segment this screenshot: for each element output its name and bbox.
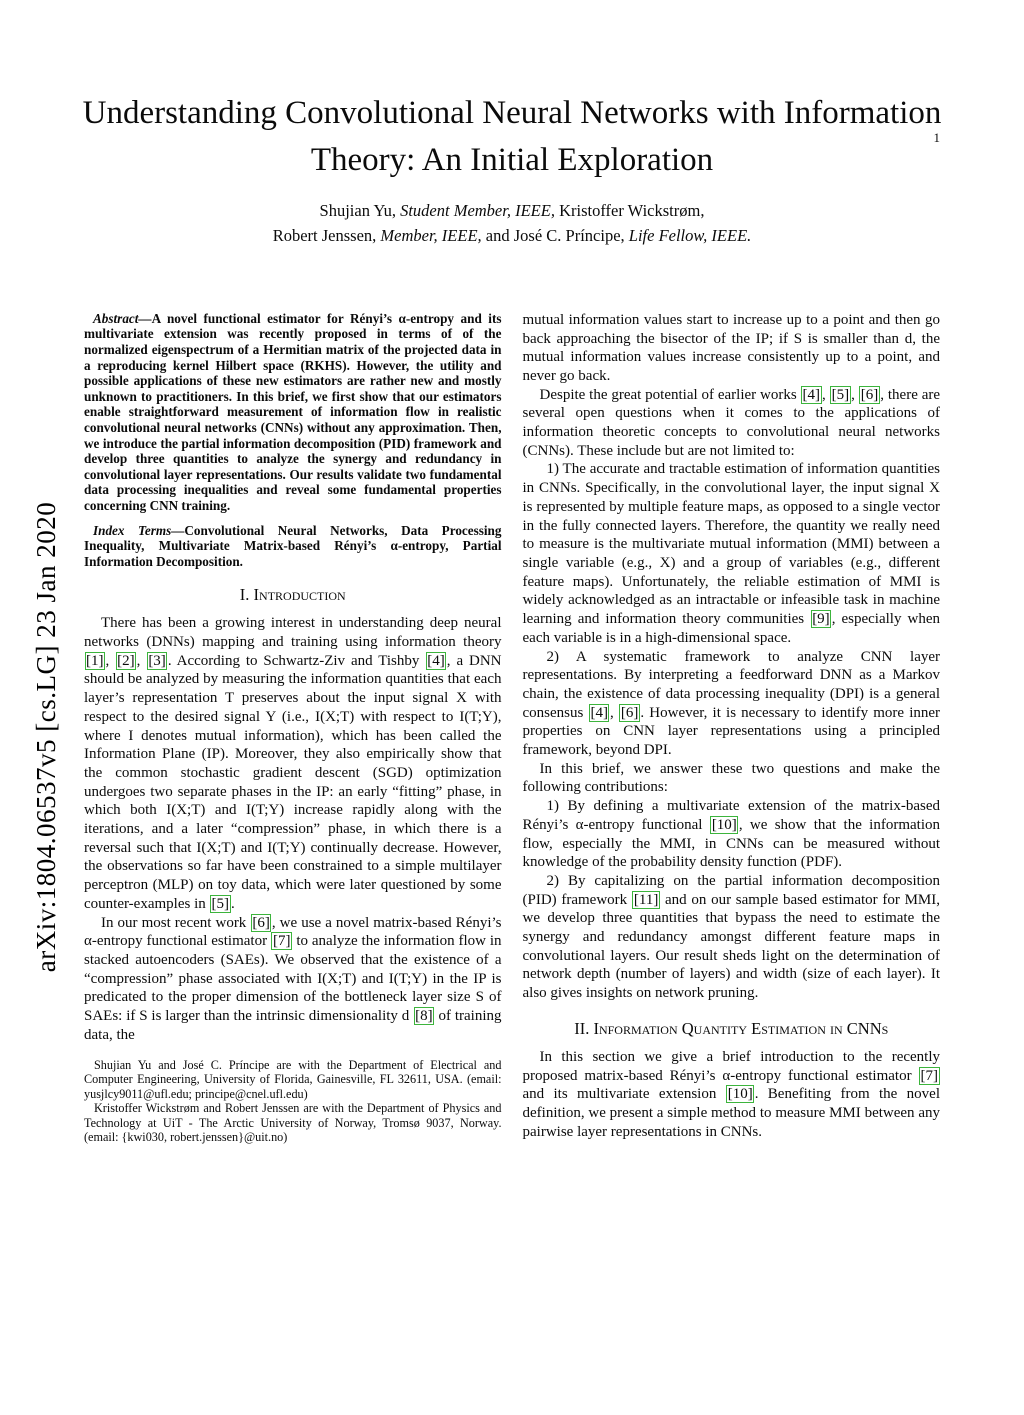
citation-link[interactable]: [8]	[415, 1008, 433, 1025]
index-terms-label: Index Terms—	[93, 522, 185, 538]
arxiv-watermark: arXiv:1804.06537v5 [cs.LG] 23 Jan 2020	[31, 501, 61, 973]
citation-link[interactable]: [6]	[860, 386, 879, 403]
question-item-1: 1) The accurate and tractable estimation of information quantities in CNNs. Specifically, in the convolutional layer, the input signal X is represented by multiple feature maps, as opposed to a single vector in the fully connected layers. Therefore, the quantity we really need to measure is the multivariate mutual information (MMI) between a single variable (e.g., X) and a group of variables (e.g., different feature maps). Unfortunately, the reliable estimation of MMI is widely acknowledged as an intractable or infeasible task in machine learning and information theory communities [9] , especially when each variable is in a high-dimensional space.	[522, 461, 940, 646]
abstract-text: A novel functional estimator for Rényi’s α-entropy and its multivariate extension was recently proposed in terms of of the normalized eigenspectrum of a Hermitian matrix of the projected data in a reproducing kernel Hilbert space (RKHS). However, the utility and possible applications of these new estimators are rather new and mostly unknown to practitioners. In this brief, we first show that our estimators enable straightforward measurement of information flow in realistic convolutional neural networks (CNNs) without any approximation. Then, we introduce the partial information decomposition (PID) framework and develop three quantities to analyze the synergy and redundancy in convolutional layer representations. Our results validate two fundamental data processing inequalities and reveal some fundamental properties concerning CNN training.	[84, 310, 502, 513]
authors-line-1	[0, 198, 1024, 224]
authors-line-2	[0, 223, 1024, 249]
author-affiliation-footnote	[84, 1058, 502, 1146]
author-name: and José C. Príncipe,	[481, 226, 629, 246]
contribution-item-2: 2) By capitalizing on the partial information decomposition (PID) framework [11] and on our sample based estimator for MMI, we develop three quantities that bypass the need to estimate the synergy and redundancy amongst different feature maps in convolutional layers. Our result sheds light on the determination of network depth (number of layers) and width (size of each layer). It also gives insights on network pruning.	[522, 872, 940, 1002]
paper-title: Understanding Convolutional Neural Networks with Information Theory: An Initial Exploration	[82, 95, 942, 178]
section-heading-information-quantity: II. Information Quantity Estimation in CNNs	[574, 1018, 889, 1038]
page-number: 1	[933, 130, 940, 145]
contributions-intro-paragraph: In this brief, we answer these two questions and make the following contributions:	[522, 760, 940, 796]
citation-link[interactable]: [6]	[252, 914, 270, 931]
index-terms-text: Convolutional Neural Networks, Data Processing Inequality, Multivariate Matrix-based Rényi’s α-entropy, Partial Information Decomposition.	[84, 522, 502, 569]
citation-link[interactable]: [5]	[831, 386, 850, 403]
abstract	[84, 311, 502, 514]
author-membership: Life Fellow, IEEE.	[628, 226, 752, 246]
question-item-2: 2) A systematic framework to analyze CNN layer representations. By interpreting a feedforward DNN as a Markov chain, the existence of data processing inequality (DPI) is a general consensus [4] , [6] . However, it is necessary to identify more inner properties on CNN layer representations using a principled framework, beyond DPI.	[522, 648, 941, 759]
citation-link[interactable]: [2]	[117, 652, 135, 669]
open-questions-paragraph: Despite the great potential of earlier works [4] , [5] , [6] , there are several open questions when it comes to the applications of information theoretic concepts to convolutional neural networks (CNNs). These include but are not limited to:	[522, 386, 941, 459]
abstract-label: Abstract—	[93, 310, 152, 326]
author-name: Kristoffer Wickstrøm,	[554, 200, 705, 220]
citation-link[interactable]: [11]	[633, 891, 659, 908]
left-column	[84, 311, 502, 1145]
index-terms	[84, 523, 502, 570]
citation-link[interactable]: [10]	[727, 1086, 753, 1103]
author-name: Robert Jenssen,	[272, 226, 381, 246]
right-column	[523, 311, 941, 1145]
citation-link[interactable]: [1]	[86, 652, 104, 669]
citation-link[interactable]: [10]	[711, 816, 737, 833]
author-membership: Member, IEEE,	[380, 226, 482, 246]
citation-link[interactable]: [4]	[590, 704, 608, 721]
citation-link[interactable]: [4]	[427, 652, 445, 669]
intro-paragraph-2: In our most recent work [6] , we use a novel matrix-based Rényi’s α-entropy functional estimator [7] to analyze the information flow in stacked autoencoders (SAEs). We observed that the existence of a “compression” phase associated with I(X;T) and I(T;Y) in the IP is predicated to the proper dimension of the bottleneck layer size S of SAEs: if S is larger than the intrinsic dimensionality d [8] of training data, the	[84, 914, 502, 1043]
citation-link[interactable]: [9]	[812, 611, 830, 628]
section-heading-introduction: I. Introduction	[239, 585, 346, 605]
citation-link[interactable]: [7]	[920, 1067, 938, 1084]
authors-block	[0, 198, 1024, 249]
citation-link[interactable]: [5]	[211, 895, 229, 912]
continuation-paragraph: mutual information values start to increase up to a point and then go back approaching the bisector of the IP; if S is smaller than d, the mutual information values increase consistently up to a point, and never go back.	[522, 311, 940, 384]
citation-link[interactable]: [7]	[272, 933, 291, 950]
paper-page	[0, 90, 1024, 1415]
author-name: Shujian Yu,	[319, 200, 401, 220]
intro-paragraph-1: There has been a growing interest in understanding deep neural networks (DNNs) mapping and training using information theory [1] , [2] , [3] . According to Schwartz-Ziv and Tishby [4] , a DNN should be analyzed by measuring the information quantities that each layer’s representation T preserves about the input signal X with respect to the desired signal Y (i.e., I(X;T) with respect to I(T;Y), where I denotes mutual information), which has been called the Information Plane (IP). Moreover, they also empirically show that the common stochastic gradient descent (SGD) optimization undergoes two separate phases in the IP: an early “fitting” phase, in which both I(X;T) and I(T;Y) increase rapidly along with the iterations, and a later “compression” phase, in which there is a reversal such that I(X;T) and I(T;Y) continually decrease. However, the observations so far have been constrained to a simple multilayer perceptron (MLP) on toy data, which were later questioned by some counter-examples in [5] .	[84, 615, 502, 912]
footnote-paragraph-2: Kristoffer Wickstrøm and Robert Jenssen are with the Department of Physics and Technology at UiT - The Arctic University of Norway, Tromsø 9037, Norway. (email: {kwi030, robert.jenssen}@uit.no)	[84, 1101, 502, 1145]
author-membership: Student Member, IEEE,	[400, 200, 555, 220]
citation-link[interactable]: [6]	[620, 704, 639, 721]
contribution-item-1: 1) By defining a multivariate extension of the matrix-based Rényi’s α-entropy functional [10] , we show that the information flow, especially the MMI, in CNNs can be measured without knowledge of the probability density function (PDF).	[522, 798, 940, 871]
footnote-paragraph-1: Shujian Yu and José C. Príncipe are with the Department of Electrical and Computer Engineering, University of Florida, Gainesville, FL 32611, USA. (email: yusjlcy9011@ufl.edu; principe@cnel.ufl.edu)	[84, 1057, 502, 1101]
two-column-body	[0, 311, 1024, 1145]
citation-link[interactable]: [3]	[148, 652, 166, 669]
section2-intro-paragraph: In this section we give a brief introduction to the recently proposed matrix-based Rényi’s α-entropy functional estimator [7] and its multivariate extension [10] . Benefiting from the novel definition, we present a simple method to measure MMI between any pairwise layer representations in CNNs.	[522, 1048, 940, 1140]
citation-link[interactable]: [4]	[802, 386, 821, 403]
